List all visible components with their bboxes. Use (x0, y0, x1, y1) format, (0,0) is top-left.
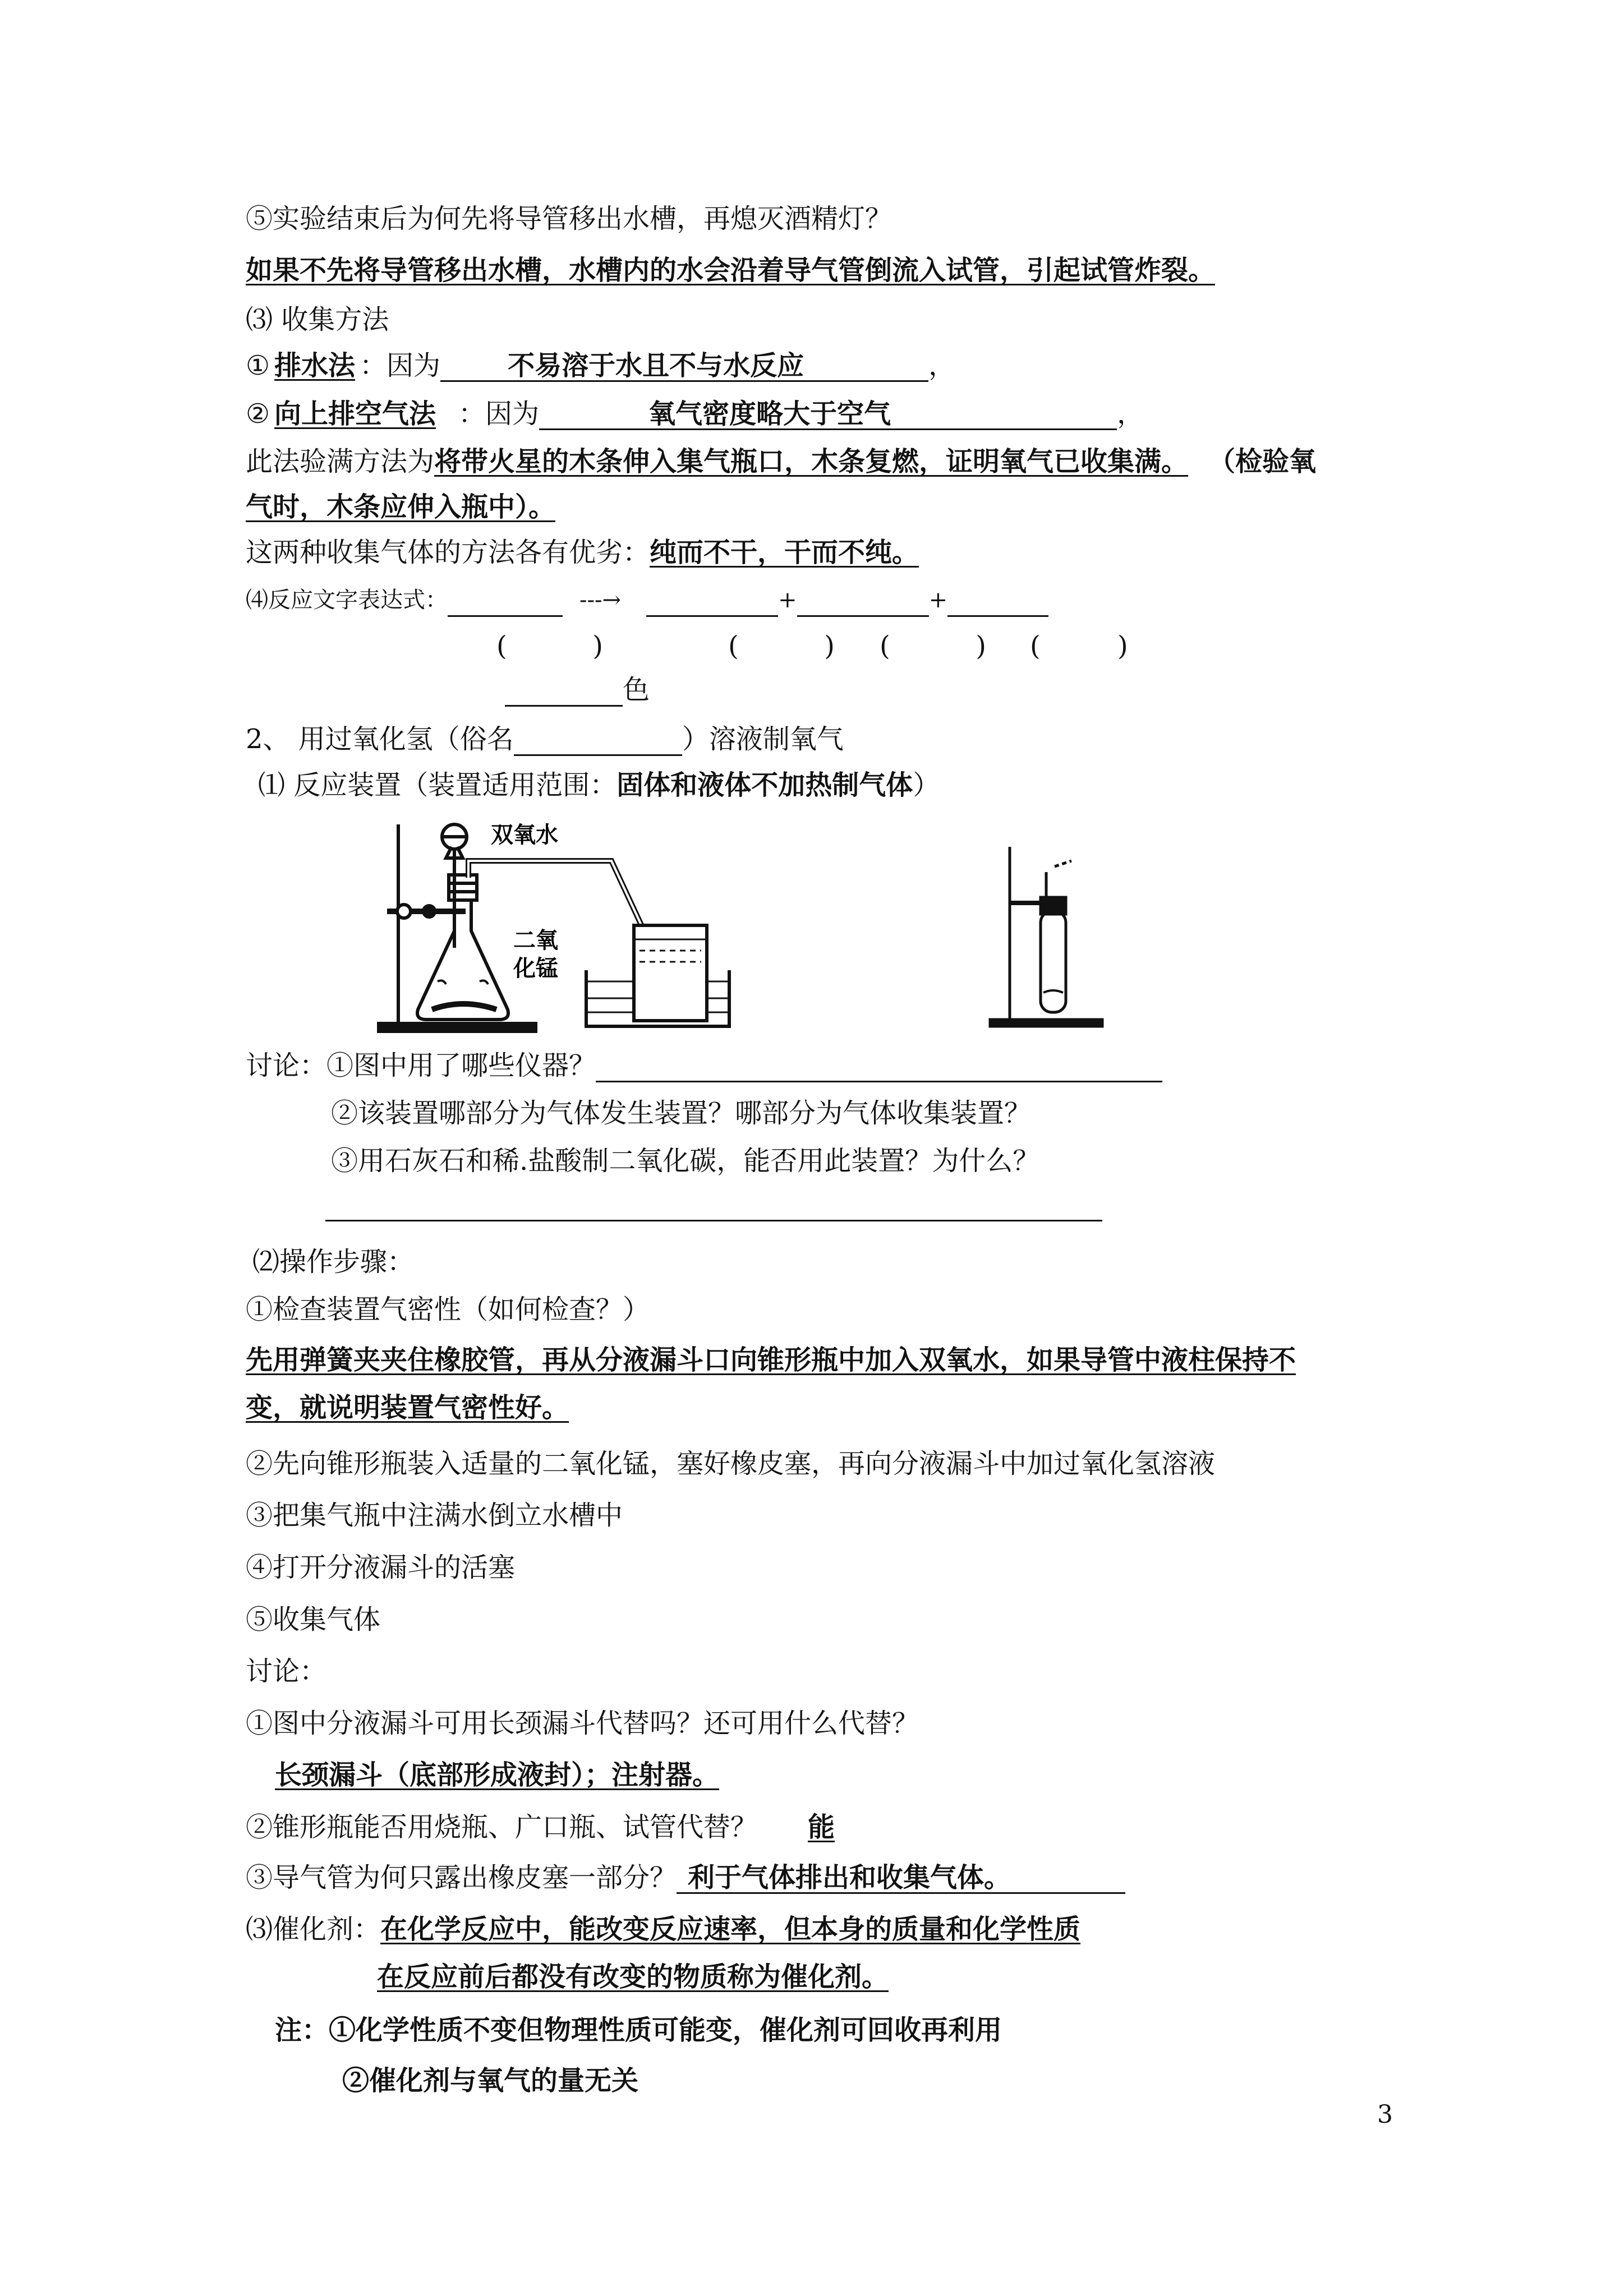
label-h2o2: 双氧水 (491, 822, 558, 848)
step-1: ①检查装置气密性（如何检查？） (246, 1294, 650, 1325)
discussion-b-3-line (246, 1861, 1125, 1894)
pros-cons-prefix: 这两种收集气体的方法各有优劣： (246, 537, 650, 568)
collect-1-num: ① (246, 350, 270, 381)
discussion-b-2: ②锥形瓶能否用烧瓶、广口瓶、试管代替？ (246, 1811, 758, 1843)
discussion-b-3-answer: 利于气体排出和收集气体。 (677, 1863, 1125, 1894)
collect-2-because: ：因为 (458, 398, 540, 430)
step-1-answer-1: 先用弹簧夹夹住橡胶管，再从分液漏斗口向锥形瓶中加入双氧水，如果导管中液柱保持不 (246, 1344, 1296, 1376)
paren-1: ( ) (496, 630, 604, 662)
paren-3: ( ) (880, 630, 987, 662)
collect-1-because: ：因为 (360, 350, 441, 381)
word-eq-product1-blank (646, 591, 778, 617)
collect-2-num: ② (246, 398, 270, 430)
collect-2-method: 向上排空气法 (274, 398, 436, 430)
section-2-title (246, 722, 844, 756)
device-title-pre: ⑴ 反应装置（装置适用范围： (258, 769, 617, 801)
instruments-blank (596, 1058, 1162, 1082)
full-test-line (246, 445, 1316, 478)
discussion-1: 讨论：①图中用了哪些仪器？ (246, 1050, 596, 1081)
discussion-2: ②该装置哪部分为气体发生装置？哪部分为气体收集装置？ (331, 1098, 1032, 1129)
test-tube-figure (987, 841, 1122, 1032)
label-mno2-2: 化锰 (513, 955, 558, 981)
word-equation-line (246, 583, 1048, 617)
page-number: 3 (1377, 2100, 1393, 2129)
discussion-b-3: ③导气管为何只露出橡皮塞一部分？ (246, 1862, 677, 1893)
discussion-3: ③用石灰石和稀.盐酸制二氧化碳，能否用此装置？为什么？ (331, 1145, 1040, 1177)
label-mno2-1: 二氧 (513, 927, 558, 953)
word-eq-reactant-blank (448, 591, 563, 617)
step-2: ②先向锥形瓶装入适量的二氧化锰，塞好橡皮塞，再向分液漏斗中加过氧化氢溶液 (246, 1448, 1216, 1479)
discussion-3-blank (325, 1220, 1102, 1221)
color-blank (505, 680, 623, 707)
collect-1-method: 排水法 (274, 350, 356, 381)
full-test-answer-cont: 气时，木条应伸入瓶中）。 (246, 491, 556, 523)
apparatus-figure (370, 813, 735, 1038)
collect-method-1 (246, 349, 955, 382)
collect-method-2 (246, 397, 1144, 431)
device-title (258, 768, 940, 802)
collect-1-reason: 不易溶于水且不与水反应 (440, 351, 928, 382)
discussion-b-1: ①图中分液漏斗可用长颈漏斗代替吗？还可用什么代替？ (246, 1708, 919, 1739)
word-eq-plus-1: + (778, 587, 797, 613)
collect-title: ⑶ 收集方法 (246, 304, 389, 335)
step-1-answer-2: 变，就说明装置气密性好。 (246, 1392, 569, 1423)
collect-2-end: ， (1117, 398, 1144, 430)
discussion-b-title: 讨论： (246, 1656, 327, 1687)
full-test-note: （检验氧 (1222, 446, 1317, 477)
sec2-title-pre: 2、 用过氧化氢（俗名 (246, 723, 514, 755)
word-eq-plus-2: + (928, 587, 948, 613)
discussion-1-line (246, 1049, 1162, 1082)
full-test-answer: 将带火星的木条伸入集气瓶口，木条复燃，证明氧气已收集满。 (434, 446, 1189, 477)
device-title-bold: 固体和液体不加热制气体 (617, 769, 913, 801)
pros-cons-line (246, 536, 919, 569)
catalyst-line (246, 1912, 1080, 1946)
discussion-b-1-answer: 长颈漏斗（底部形成液封）；注射器。 (275, 1759, 720, 1791)
collect-2-reason: 氧气密度略大于空气 (539, 399, 1117, 430)
pros-cons-answer: 纯而不干，干而不纯。 (650, 537, 919, 568)
word-eq-product3-blank (947, 591, 1048, 617)
note-1: 注：①化学性质不变但物理性质可能变，催化剂可回收再利用 (275, 2014, 1002, 2046)
catalyst-definition-1: 在化学反应中，能改变反应速率，但本身的质量和化学性质 (380, 1914, 1081, 1945)
note-2: ②催化剂与氧气的量无关 (342, 2065, 639, 2096)
common-name-blank (514, 730, 682, 756)
word-eq-arrow: ---→ (579, 587, 622, 613)
catalyst-definition-2: 在反应前后都没有改变的物质称为催化剂。 (377, 1961, 889, 1993)
color-suffix: 色 (623, 674, 650, 706)
paren-4: ( ) (1030, 630, 1128, 662)
collect-1-end: ， (928, 350, 956, 381)
device-title-post: ） (913, 769, 940, 801)
step-4: ④打开分液漏斗的活塞 (246, 1552, 516, 1583)
step-3: ③把集气瓶中注满水倒立水槽中 (246, 1500, 623, 1531)
steps-title: ⑵操作步骤： (252, 1246, 415, 1278)
sec2-title-post: ）溶液制氧气 (682, 723, 844, 755)
q5-answer: 如果不先将导管移出水槽，水槽内的水会沿着导气管倒流入试管，引起试管炸裂。 (246, 255, 1216, 286)
word-eq-product2-blank (797, 591, 929, 617)
catalyst-label: ⑶催化剂： (246, 1914, 381, 1945)
word-eq-label: ⑷反应文字表达式： (246, 587, 448, 613)
step-5: ⑤收集气体 (246, 1604, 381, 1635)
discussion-b-2-answer: 能 (808, 1811, 835, 1843)
q5-question: ⑤实验结束后为何先将导管移出水槽，再熄灭酒精灯？ (246, 203, 892, 234)
paren-2: ( ) (728, 630, 835, 662)
color-line (505, 673, 650, 707)
discussion-b-2-line (246, 1810, 835, 1844)
full-test-prefix: 此法验满方法为 (246, 446, 435, 477)
